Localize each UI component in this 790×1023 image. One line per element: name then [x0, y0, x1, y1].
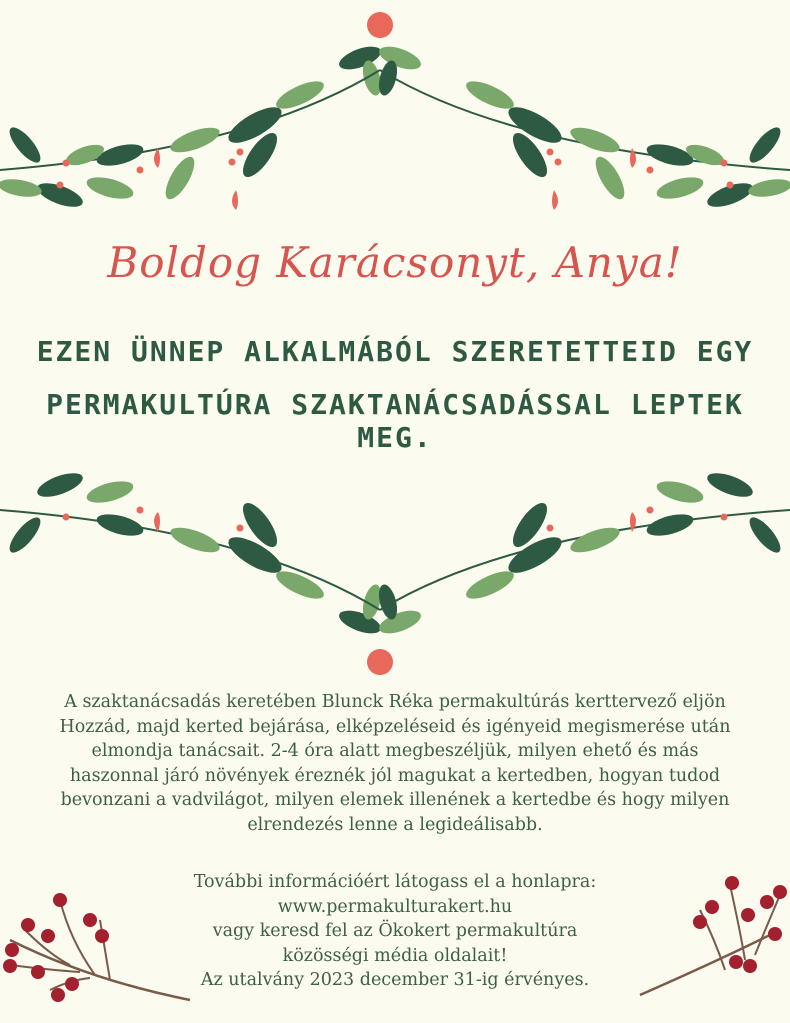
- headline-line-2: PERMAKULTÚRA SZAKTANÁCSADÁSSAL LEPTEK MEG.: [46, 388, 744, 454]
- berry-ornament-bottom: [367, 649, 393, 675]
- left-leaves: [0, 76, 327, 212]
- info-block: [150, 870, 640, 993]
- greeting-title: Boldog Karácsonyt, Anya!: [107, 238, 683, 287]
- berry-branch-right-icon: [630, 870, 790, 1020]
- berry-ornament-top: [367, 12, 393, 38]
- bottom-garland-decoration: [0, 470, 790, 680]
- website-link[interactable]: www.permakulturakert.hu: [277, 896, 513, 917]
- info-line-3: vagy keresd fel az Ökokert permakultúra: [212, 921, 578, 941]
- info-line-1: További információért látogass el a honlapra:: [193, 872, 597, 892]
- validity-text: Az utalvány 2023 december 31-ig érvényes.: [200, 970, 590, 990]
- info-line-4: közösségi média oldalait!: [282, 945, 508, 966]
- right-leaves: [463, 76, 790, 212]
- berry-branch-left-icon: [0, 880, 200, 1020]
- headline-line-1: EZEN ÜNNEP ALKALMÁBÓL SZERETETTEID EGY: [36, 335, 754, 368]
- top-garland-decoration: [0, 0, 790, 240]
- description-paragraph: A szaktanácsadás keretében Blunck Réka permakultúrás kerttervező eljön Hozzád, majd kerted bejárása, elképzeléseid és igényeid megismerése után elmondja tanácsait. 2-4 óra alatt megbeszéljük, milyen ehető és más haszonnal járó növények éreznék jól magukat a kertedben, hogyan tudod bevonzani a vadvilágot, milyen elemek illenének a kertedbe és hogy milyen elrendezés lenne a legideálisabb.: [59, 692, 731, 835]
